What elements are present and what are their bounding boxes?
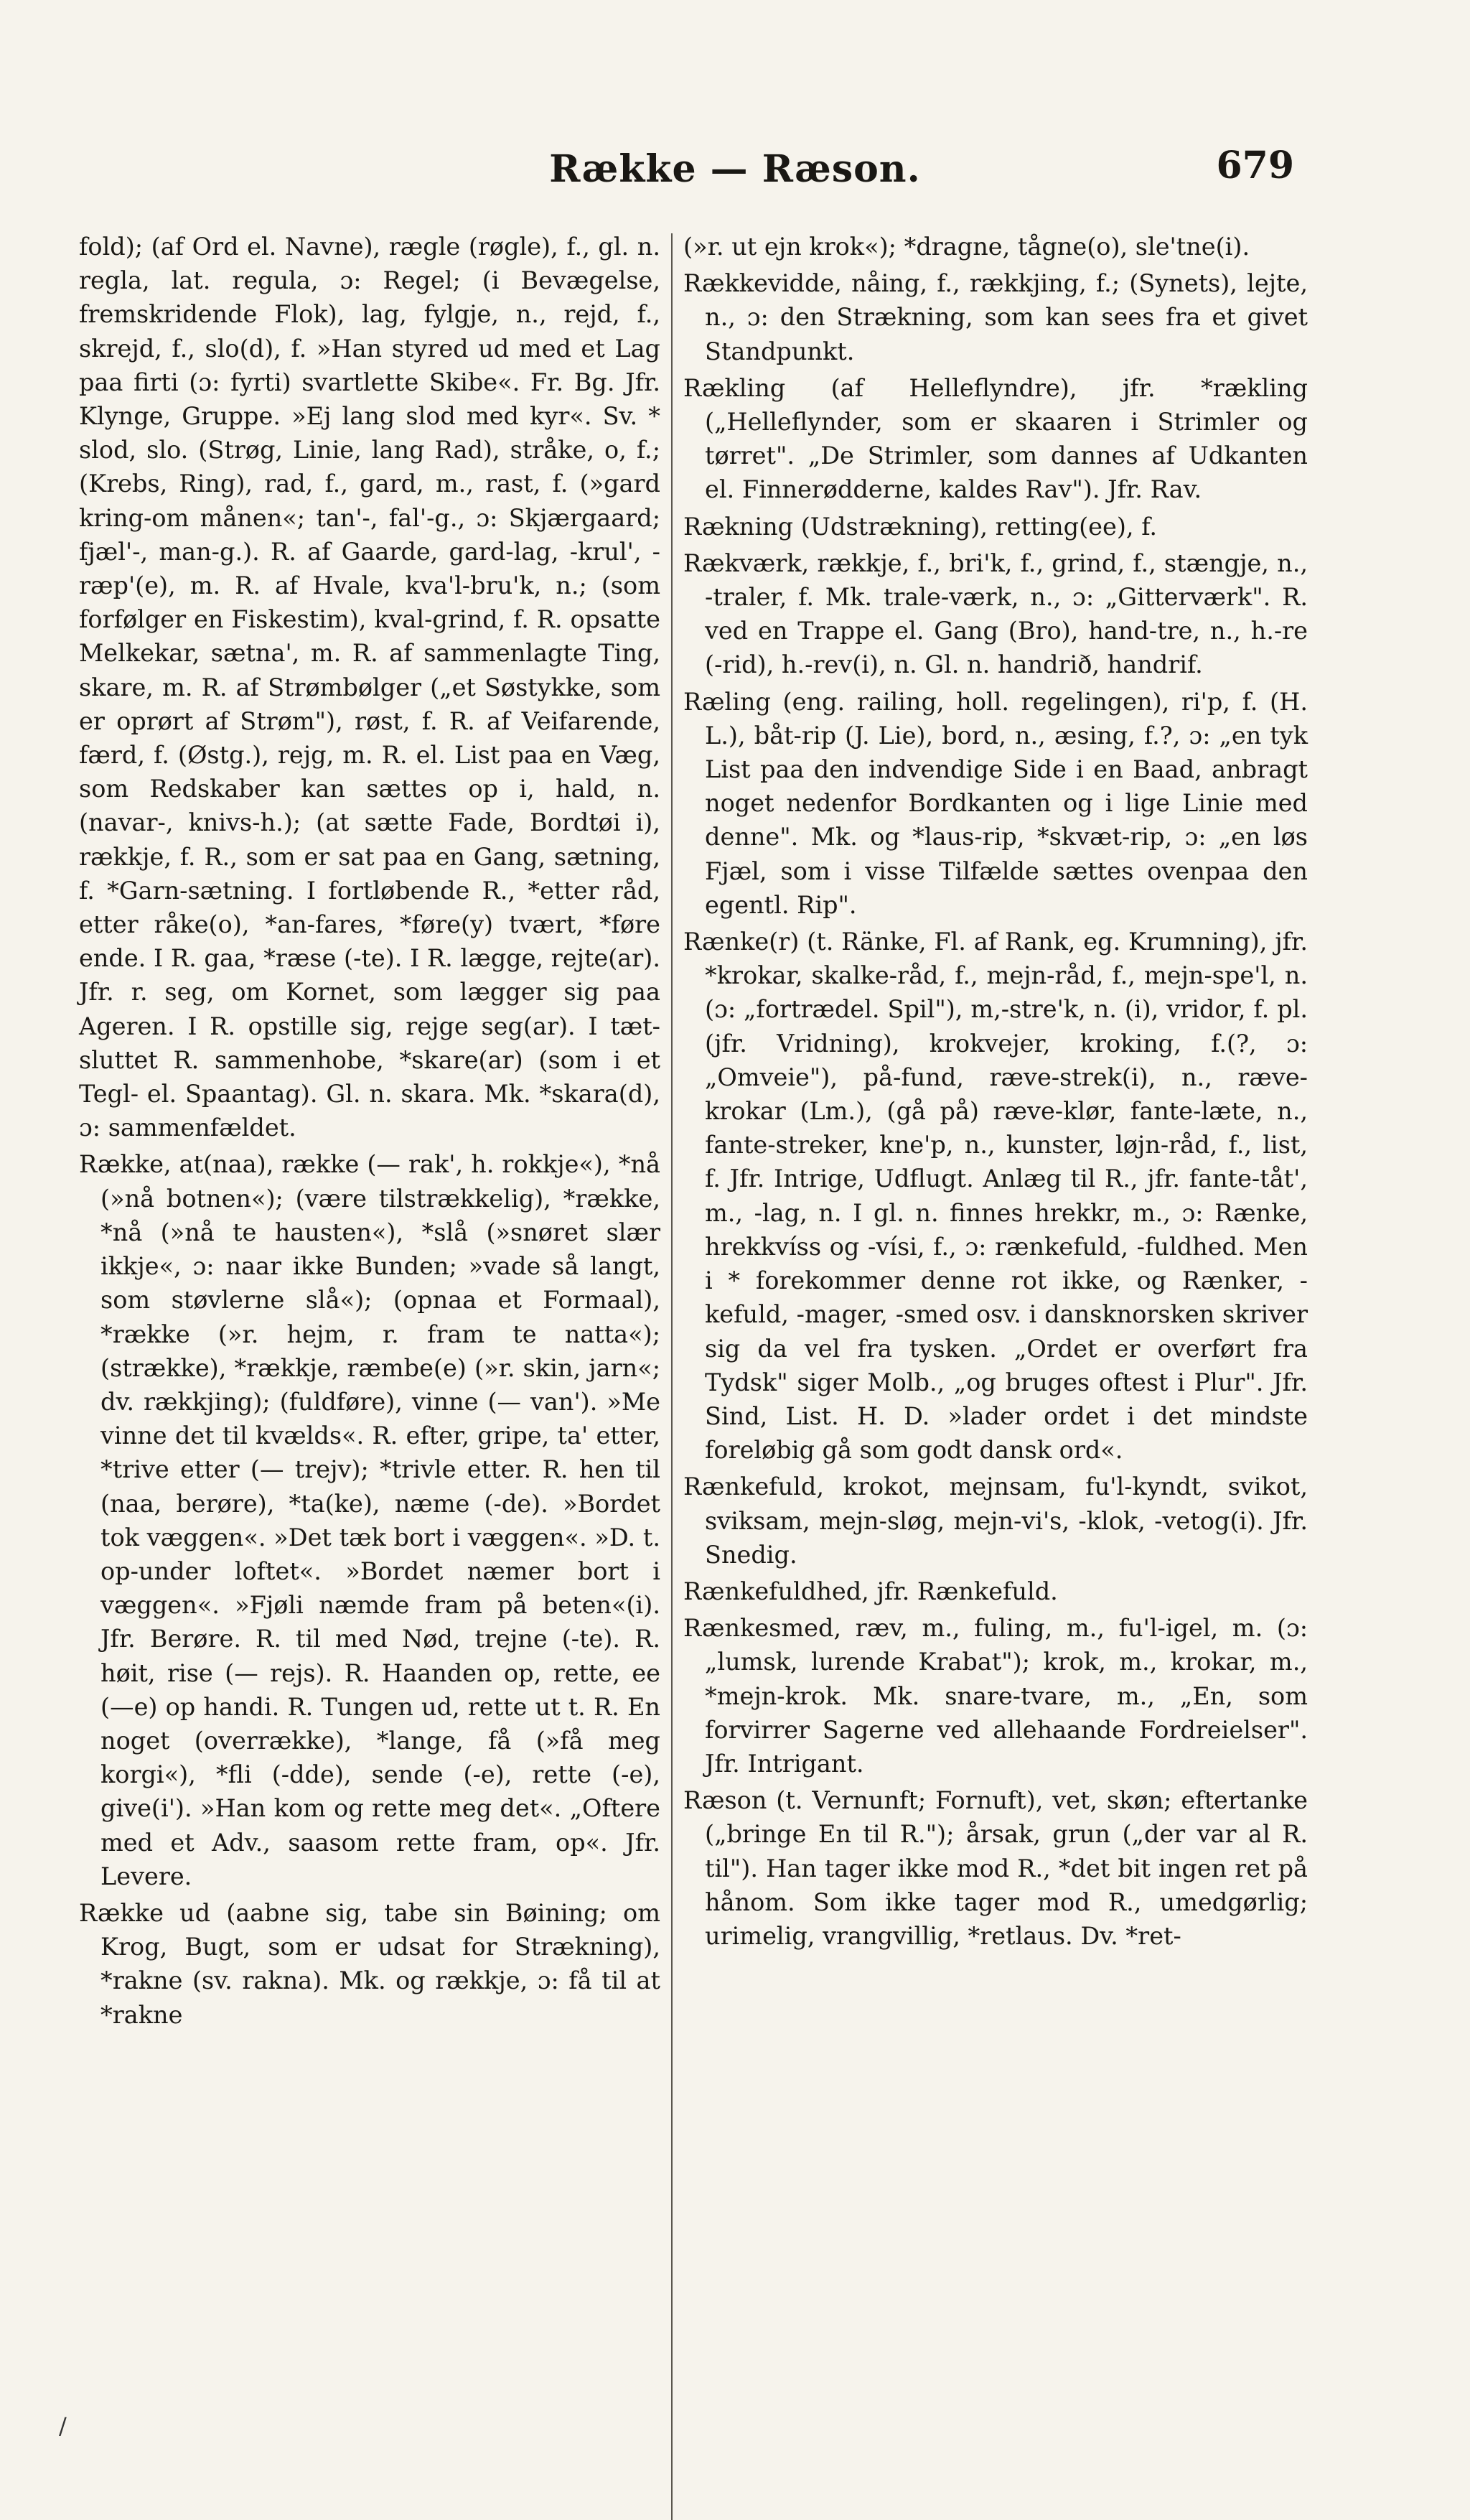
entry-paragraph: Rænkefuldhed, jfr. Rænkefuld.: [683, 1577, 1058, 1605]
entry-paragraph: Rækning (Udstrækning), retting(ee), f.: [683, 512, 1158, 541]
entry-paragraph: Ræson (t. Vernunft; Fornuft), vet, skøn; eftertanke („bringe En til R."); årsak, grun („der var al R. til"). Han tager ikke mod R., *det bit ingen ret på hånom. Som ikke tager mod R., umedgørlig; urimelig, vrangvillig, *retlaus. Dv. *ret-: [683, 1786, 1308, 1950]
page-title: Række — Ræson.: [549, 147, 921, 191]
entry-paragraph: Rækkevidde, nåing, f., rækkjing, f.; (Synets), lejte, n., ɔ: den Strækning, som kan sees fra et givet Standpunkt.: [683, 269, 1308, 365]
page-number: 679: [1216, 144, 1294, 187]
entry-paragraph: fold); (af Ord el. Navne), rægle (røgle), f., gl. n. regla, lat. regula, ɔ: Regel; (i Bevægelse, fremskridende Flok), lag, fylgje, n., rejd, f., skrejd, f., slo(d), f. »Han styred ud med et Lag paa firti (ɔ: fyrti) svartlette Skibe«. Fr. Bg. Jfr. Klynge, Gruppe. »Ej lang slod med kyr«. Sv. * slod, slo. (Strøg, Linie, lang Rad), stråke, o, f.; (Krebs, Ring), rad, f., gard, m., rast, f. (»gard kring-om månen«; tan'-, fal'-g., ɔ: Skjærgaard; fjæl'-, man-g.). R. af Gaarde, gard-lag, -krul', -ræp'(e), m. R. af Hvale, kva'l-bru'k, n.; (som forfølger en Fiskestim), kval-grind, f. R. opsatte Melkekar, sætna', m. R. af sammenlagte Ting, skare, m. R. af Strømbølger („et Søstykke, som er oprørt af Strøm"), røst, f. R. af Veifarende, færd, f. (Østg.), rejg, m. R. el. List paa en Væg, som Redskaber kan sættes op i, hald, n. (navar-, knivs-h.); (at sætte Fade, Bordtøi i), rækkje, f. R., som er sat paa en Gang, sætning, f. *Garn-sætning. I fortløbende R., *etter råd, etter råke(o), *an-fares, *føre(y) tvært, *føre ende. I R. gaa, *ræse (-te). I R. lægge, rejte(ar). Jfr. r. seg, om Kornet, som lægger sig paa Ageren. I R. opstille sig, rejge seg(ar). I tæt-sluttet R. sammenhobe, *skare(ar) (som i et Tegl- el. Spaantag). Gl. n. skara. Mk. *skara(d), ɔ: sammenfældet.: [79, 233, 660, 1142]
entry-paragraph: Rækværk, rækkje, f., bri'k, f., grind, f., stængje, n., -traler, f. Mk. trale-værk, n., ɔ: „Gitterværk". R. ved en Trappe el. Gang (Bro), hand-tre, n., h.-re (-rid), h.-rev(i), n. Gl. n. handrið, handrif.: [683, 549, 1308, 679]
entry-paragraph: (»r. ut ejn krok«); *dragne, tågne(o), sle'tne(i).: [683, 233, 1250, 261]
entry-paragraph: Rækling (af Helleflyndre), jfr. *rækling („Helleflynder, som er skaaren i Strimler og tørret". „De Strimler, som dannes af Udkanten el. Finnerødderne, kaldes Rav"). Jfr. Rav.: [683, 373, 1308, 504]
entry-paragraph: Rænkesmed, ræv, m., fuling, m., fu'l-igel, m. (ɔ: „lumsk, lurende Krabat"); krok, m., krokar, m., *mejn-krok. Mk. snare-tvare, m., „En, som forvirrer Sagerne ved allehaande Fordreielser". Jfr. Intrigant.: [683, 1614, 1308, 1778]
entry-paragraph: Rænkefuld, krokot, mejnsam, fu'l-kyndt, svikot, sviksam, mejn-sløg, mejn-vi's, -klok, -vetog(i). Jfr. Snedig.: [683, 1473, 1308, 1569]
entry-paragraph: Række, at(naa), række (— rak', h. rokkje«), *nå (»nå botnen«); (være tilstrækkelig), *række, *nå (»nå te hausten«), *slå (»snøret slær ikkje«, ɔ: naar ikke Bunden; »vade så langt, som støvlerne slå«); (opnaa et Formaal), *række (»r. hejm, r. fram te natta«); (strække), *rækkje, ræmbe(e) (»r. skin, jarn«; dv. rækkjing); (fuldføre), vinne (— van'). »Me vinne det til kvælds«. R. efter, gripe, ta' etter, *trive etter (— trejv); *trivle etter. R. hen til (naa, berøre), *ta(ke), næme (-de). »Bordet tok væggen«. »Det tæk bort i væggen«. »D. t. op-under loftet«. »Bordet næmer bort i væggen«. »Fjøli næmde fram på beten«(i). Jfr. Berøre. R. til med Nød, trejne (-te). R. høit, rise (— rejs). R. Haanden op, rette, ee (—e) op handi. R. Tungen ud, rette ut t. R. En noget (overrække), *lange, få (»få meg korgi«), *fli (-dde), sende (-e), rette (-e), give(i'). »Han kom og rette meg det«. „Oftere med et Adv., saasom rette fram, op«. Jfr. Levere.: [79, 1150, 660, 1890]
entry-paragraph: Ræling (eng. railing, holl. regelingen), ri'p, f. (H. L.), båt-rip (J. Lie), bord, n., æsing, f.?, ɔ: „en tyk List paa den indvendige Side i en Baad, anbragt noget nedenfor Bordkanten og i lige Linie med denne". Mk. og *laus-rip, *skvæt-rip, ɔ: „en løs Fjæl, som i visse Tilfælde sættes ovenpaa den egentl. Rip".: [683, 687, 1308, 919]
entry-paragraph: Rænke(r) (t. Ränke, Fl. af Rank, eg. Krumning), jfr. *krokar, skalke-råd, f., mejn-råd, f., mejn-spe'l, n. (ɔ: „fortrædel. Spil"), m,-stre'k, n. (i), vridor, f. pl. (jfr. Vridning), krokvejer, kroking, f.(?, ɔ: „Omveie"), på-fund, ræve-strek(i), n., ræve-krokar (Lm.), (gå på) ræve-klør, fante-læte, n., fante-streker, kne'p, n., kunster, løjn-råd, f., list, f. Jfr. Intrige, Udflugt. Anlæg til R., jfr. fante-tåt', m., -lag, n. I gl. n. finnes hrekkr, m., ɔ: Rænke, hrekkvíss og -vísi, f., ɔ: rænkefuld, -fuldhed. Men i * forekommer denne rot ikke, og Rænker, -kefuld, -mager, -smed osv. i dansknorsken skriver sig da vel fra tysken. „Ordet er overført fra Tydsk" siger Molb., „og bruges oftest i Plur". Jfr. Sind, List. H. D. »lader ordet i det mindste foreløbig gå som godt dansk ord«.: [683, 928, 1308, 1465]
left-column: [79, 230, 660, 2032]
entry-paragraph: Række ud (aabne sig, tabe sin Bøining; om Krog, Bugt, som er udsat for Strækning), *rakne (sv. rakna). Mk. og rækkje, ɔ: få til at *rakne: [79, 1898, 660, 2029]
column-divider: [671, 233, 673, 2520]
right-column: [683, 230, 1308, 1953]
margin-mark: /: [59, 2412, 67, 2440]
